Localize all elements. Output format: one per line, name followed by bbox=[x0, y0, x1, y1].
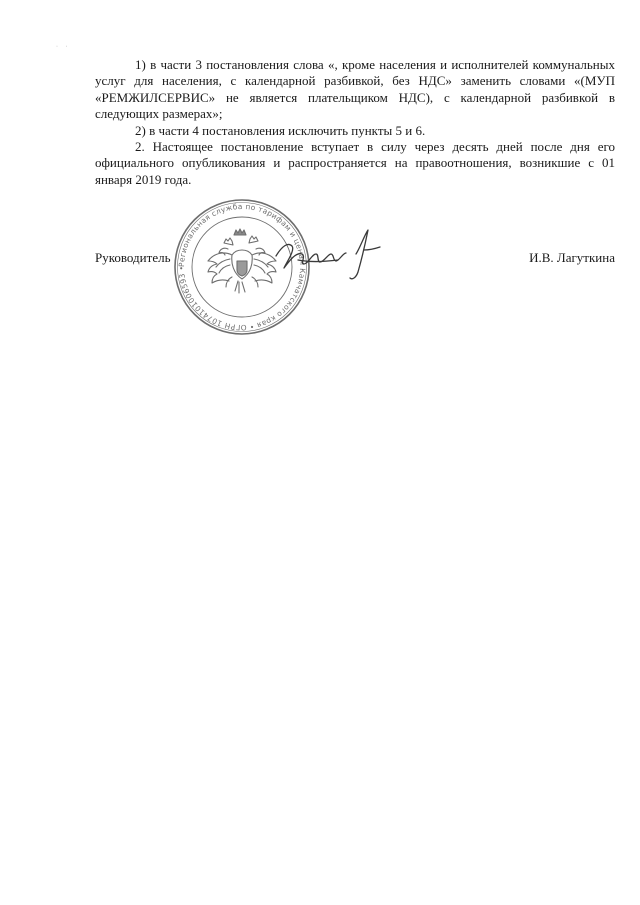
seal-ring-text: Региональная служба по тарифам и ценам Камчатского края • ОГРН 1074101006593 • bbox=[176, 201, 308, 333]
paragraph-part-4-amendment: 2) в части 4 постановления исключить пункты 5 и 6. bbox=[135, 122, 426, 138]
signer-name: И.В. Лагуткина bbox=[529, 250, 615, 265]
handwritten-signature bbox=[268, 226, 384, 282]
scan-speck: · · bbox=[56, 44, 71, 50]
paragraph-part-3-amendment: 1) в части 3 постановления слова «, кроме населения и исполнителей коммунальных услуг для населения, с календарной разбивкой, без НДС» заменить словами «(МУП «РЕМЖИЛСЕРВИС» не является плательщиком НДС), с календарной разбивкой в следующих размерах»; bbox=[95, 57, 615, 122]
paragraph-entry-into-force: 2. Настоящее постановление вступает в силу через десять дней после дня его официального опубликования и распространяется на правоотношения, возникшие с 01 января 2019 года. bbox=[95, 139, 615, 187]
document-body bbox=[95, 57, 615, 188]
position-title: Руководитель bbox=[95, 250, 171, 265]
